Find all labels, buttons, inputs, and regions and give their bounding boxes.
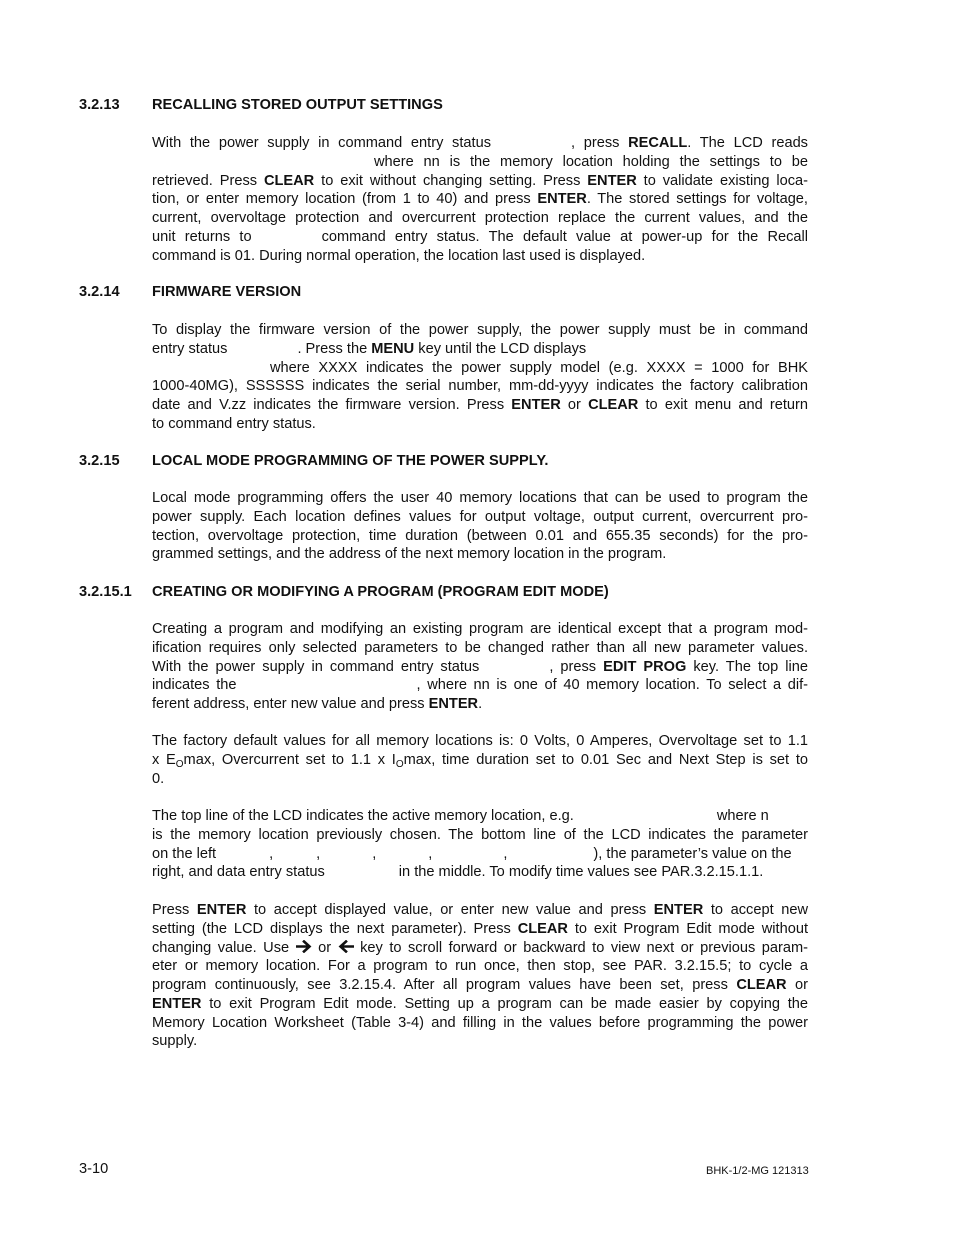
section-heading-3-2-14 (79, 284, 301, 300)
text: to exit Program Edit mode without (567, 920, 808, 937)
key-enter: ENTER (428, 696, 479, 712)
text: setting (the LCD displays the next parameter). Press (152, 920, 518, 937)
text: right, and data entry status (152, 864, 325, 881)
text: or (786, 977, 809, 993)
paragraph-firmware (152, 321, 808, 434)
text: to command entry status. (152, 415, 316, 432)
text: current, overvoltage protection and overcurrent protection replace the current values, and the (152, 210, 808, 226)
text: key until the LCD displays (414, 340, 587, 357)
text: tion, or enter memory location (from 1 to 40) and press (152, 191, 538, 208)
key-clear: CLEAR (263, 172, 315, 189)
text: . (478, 696, 483, 712)
key-enter: ENTER (511, 397, 561, 413)
text: , where nn is one of 40 memory location. To select a dif- (416, 677, 808, 694)
text: supply. (152, 1033, 198, 1050)
text: 0. (152, 770, 165, 787)
section-heading-3-2-15 (79, 453, 549, 469)
paragraph-lcd-lines (152, 807, 808, 882)
text: key. The top line (686, 658, 808, 675)
section-number: 3.2.14 (79, 284, 120, 300)
key-enter: ENTER (537, 191, 587, 208)
text: Local mode programming offers the user 40 memory locations that can be used to program the (152, 490, 808, 506)
text: To display the firmware version of the power supply, the power supply must be in command (152, 322, 808, 338)
text: to accept displayed value, or enter new value and press (246, 902, 654, 918)
text: ), the parameter’s value on the (593, 845, 792, 862)
text: The top line of the LCD indicates the active memory location, e.g. (152, 808, 574, 824)
text: program continuously, see 3.2.15.4. After all program values have been set, press (152, 977, 737, 993)
text: key to scroll forward or backward to view next or previous param- (353, 939, 808, 956)
text: to validate existing loca- (636, 172, 808, 189)
text: , (316, 845, 321, 862)
text: to exit menu and return (638, 397, 808, 413)
text: date and V.zz indicates the firmware version. Press (152, 397, 512, 413)
text: entry status (152, 340, 228, 357)
text: is the memory location previously chosen. The bottom line of the LCD indicates the parameter (152, 826, 808, 843)
paragraph-program-edit (152, 620, 808, 714)
text: . The stored settings for voltage, (586, 191, 808, 208)
text: , (269, 845, 274, 862)
text: . Press the (297, 340, 372, 357)
text: or (311, 939, 338, 956)
text: retrieved. Press (152, 172, 264, 189)
paragraph-factory-defaults (152, 732, 808, 788)
text: grammed settings, and the address of the next memory location in the program. (152, 546, 667, 563)
key-menu: MENU (371, 340, 415, 357)
section-title: RECALLING STORED OUTPUT SETTINGS (152, 97, 443, 113)
section-heading-3-2-15-1 (79, 584, 609, 600)
text: to exit Program Edit mode. Setting up a program can be made easier by copying the (201, 995, 808, 1012)
page-number: 3-10 (79, 1161, 109, 1177)
section-title: LOCAL MODE PROGRAMMING OF THE POWER SUPPLY. (152, 453, 549, 469)
text: 1000-40MG), SSSSSS indicates the serial number, mm-dd-yyyy indicates the factory calibration (152, 378, 808, 395)
text: ferent address, enter new value and press (152, 696, 429, 712)
key-recall: RECALL (628, 135, 688, 151)
text: The factory default values for all memory locations is: 0 Volts, 0 Amperes, Overvoltage set to 1.1 (152, 733, 808, 749)
text: tection, overvoltage protection, time duration (between 0.01 and 655.35 seconds) for the pro- (152, 527, 808, 544)
text: Creating a program and modifying an existing program are identical except that a program mod- (152, 621, 808, 637)
text: power supply. Each location defines values for output voltage, output current, overcurrent pro- (152, 508, 808, 525)
subscript: O (175, 758, 184, 770)
paragraph-local-mode (152, 489, 808, 564)
left-arrow-icon (338, 940, 354, 959)
text: where nn is the memory location holding the settings to be (374, 153, 808, 170)
text: , (372, 845, 377, 862)
key-clear: CLEAR (588, 397, 639, 413)
key-enter: ENTER (653, 902, 704, 918)
text: , press (571, 135, 629, 151)
text: , (503, 845, 508, 862)
text: or (560, 397, 589, 413)
key-enter: ENTER (587, 172, 637, 189)
text: Memory Location Worksheet (Table 3-4) and filling in the values before programming the power (152, 1014, 808, 1031)
right-arrow-icon (296, 940, 312, 959)
document-id: BHK-1/2-MG 121313 (706, 1165, 809, 1177)
text: where XXXX indicates the power supply model (e.g. XXXX = 1000 for BHK (270, 359, 808, 376)
text: , press (549, 658, 604, 675)
subscript: O (395, 758, 404, 770)
text: command is 01. During normal operation, the location last used is displayed. (152, 247, 646, 264)
key-clear: CLEAR (736, 977, 787, 993)
section-number: 3.2.15.1 (79, 584, 132, 600)
text: With the power supply in command entry status (152, 658, 480, 675)
text: max, time duration set to 0.01 Sec and Next Step is set to (403, 751, 808, 768)
text: Press (152, 902, 197, 918)
text: in the middle. To modify time values see PAR.3.2.15.1.1. (398, 864, 764, 881)
text: max, Overcurrent set to 1.1 x I (183, 751, 396, 768)
section-heading-3-2-13 (79, 97, 443, 113)
text: indicates the (152, 677, 237, 694)
text: command entry status. The default value at power-up for the Recall (321, 228, 808, 245)
text: unit returns to (152, 228, 252, 245)
text: to accept new (703, 902, 809, 918)
text: x E (152, 751, 176, 768)
text: . The LCD reads (687, 135, 808, 151)
section-number: 3.2.13 (79, 97, 120, 113)
section-number: 3.2.15 (79, 453, 120, 469)
text: With the power supply in command entry status (152, 135, 491, 151)
section-title: FIRMWARE VERSION (152, 284, 302, 300)
paragraph-enter-accept (152, 901, 808, 1051)
key-edit-prog: EDIT PROG (603, 658, 687, 675)
paragraph-recall (152, 134, 808, 265)
text: ification requires only selected parameters to be changed rather than all new parameter values. (152, 639, 808, 656)
text: on the left (152, 845, 217, 862)
key-clear: CLEAR (517, 920, 568, 937)
text: where n (716, 808, 769, 824)
text: , (428, 845, 433, 862)
key-enter: ENTER (152, 995, 202, 1012)
text: changing value. Use (152, 939, 296, 956)
section-title: CREATING OR MODIFYING A PROGRAM (PROGRAM EDIT MODE) (152, 584, 609, 600)
text: to exit without changing setting. Press (314, 172, 588, 189)
text: eter or memory location. For a program to run once, then stop, see PAR. 3.2.15.5; to cycle a (152, 958, 808, 975)
key-enter: ENTER (196, 902, 247, 918)
